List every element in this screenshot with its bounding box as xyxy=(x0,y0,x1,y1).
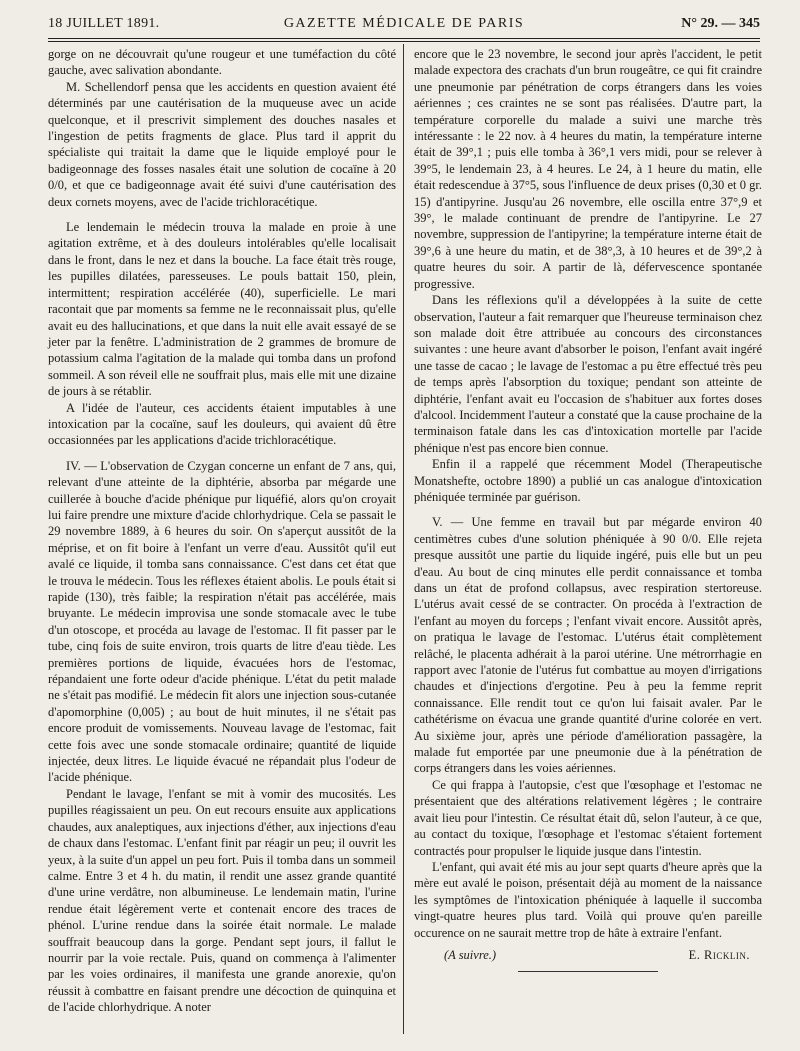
section-v-paragraph: V. — Une femme en travail but par mégarde environ 40 centimètres cubes d'une solution phéniquée à 90 0/0. Elle rejeta presque aussitôt une partie du liquide ingéré, puis elle but un peu d'eau. Au bout de cinq minutes elle perdit connaissance et tomba dans un état de profond collapsus, avec respiration stertoreuse. L'utérus avait cessé de se contracter. On procéda à l'extraction de l'enfant au moyen du forceps ; l'enfant vivait encore. Aussitôt après, on pratiqua le lavage de l'estomac. L'utérus était complètement relâché, le placenta adhérait à la paroi utérine. Une métrorrhagie en rapport avec l'atonie de l'utérus fut combattue au moyen d'irrigations chaudes et d'injections d'ergotine. Peu à peu la femme reprit connaissance. Elle rendit tout ce qu'on lui faisait avaler. Par le cathétérisme on évacua une grande quantité d'urine colorée en vert. Au sixième jour, après une période d'amélioration passagère, la malade fut emportée par une pneumonie due à la pénétration de corps étrangers dans les voies aériennes. xyxy=(414,515,762,776)
paragraph: M. Schellendorf pensa que les accidents en question avaient été déterminés par une cautérisation de la muqueuse avec un acide quelconque, et il prescrivit simplement des douches nasales et l'ingestion de petits fragments de glace. Plus tard il apprit du spécialiste qui traitait la dame que le liquide employé pour le badigeonnage des fosses nasales était une solution de cocaïne à 20 0/0, et que ce badigeonnage avait été suivi d'une cautérisation des deux cornets moyens, avec de l'acide trichloracétique. xyxy=(48,79,396,209)
journal-title: GAZETTE MÉDICALE DE PARIS xyxy=(283,16,525,31)
left-column xyxy=(48,46,396,1016)
to-be-continued: (A suivre.) xyxy=(444,947,497,962)
header-date: 18 JUILLET 1891. xyxy=(48,16,160,31)
right-column xyxy=(414,46,762,972)
paragraph: A l'idée de l'auteur, ces accidents étaient imputables à une intoxication par la cocaïne, sauf les douleurs, qui avaient dû être occasionnées par les applications d'acide trichloracétique. xyxy=(48,400,396,448)
paragraph: Ce qui frappa à l'autopsie, c'est que l'œsophage et l'estomac ne présentaient que des altérations relativement légères ; le contraire avait lieu pour l'intestin. Ce résultat était dû, selon l'auteur, à ce que, au contact du toxique, l'œsophage et l'estomac s'étaient fortement contractés pour propulser le liquide jusque dans l'intestin. xyxy=(414,777,762,858)
paragraph: encore que le 23 novembre, le second jour après l'accident, le petit malade expectora des crachats d'un brun rougeâtre, ce qui fit craindre une pneumonie par pénétration de corps étrangers dans les voies aériennes ; ces craintes ne se sont pas réalisées. D'autre part, la température corporelle du malade a suivi une marche très intéressante : le 22 nov. à 4 heures du matin, la température interne était de 39°,1 ; puis elle tomba à 36°,1 vers midi, pour se relever à 39°5, le lendemain 23, à 4 heures. Le 24, à 1 heure du matin, elle était redescendue à 37°5, sous l'influence de deux prises (0,30 et 0 gr. 15) d'antipyrine. Jusqu'au 26 novembre, elle oscilla entre 37°,9 et 39°, le malade continuant de prendre de l'antipyrine. Le 27 novembre, suppression de l'antipyrine; la température interne était de 39°,6 à une heure du matin, et de 38°,3, à 10 heures et de 39°,2 à quatre heures du soir. A partir de là, défervescence spontanée progressive. xyxy=(414,47,762,291)
signature-line xyxy=(414,947,762,963)
header-rule xyxy=(48,38,760,42)
running-header xyxy=(48,14,760,36)
paragraph: Le lendemain le médecin trouva la malade en proie à une agitation extrême, et à des douleurs intolérables qu'elle localisait dans le front, dans le nez et dans la bouche. La face était très rouge, les pupilles dilatées, paresseuses. Le pouls battait 150, plein, intermittent; respiration accélérée (40), superficielle. Le mari racontait que par moments sa femme ne le reconnaissait plus, qu'elle avait eu des hallucinations, et que dans la nuit elle avait essayé de se jeter par la fenêtre. L'administration de 2 grammes de bromure de potassium calma l'agitation de la malade qui tomba dans un profond sommeil. A son réveil elle ne souffrait plus, mais elle mit une dizaine de jours à se rétablir. xyxy=(48,220,396,399)
section-iv-paragraph: IV. — L'observation de Czygan concerne un enfant de 7 ans, qui, relevant d'une atteinte de la diphtérie, absorba par mégarde une cuillerée à bouche d'acide phénique pur liquéfié, alors qu'on croyait lui faire prendre une mixture d'acide chlorhydrique. Cela se passait le 29 novembre 1889, à 6 heures du soir. On s'aperçut aussitôt de la méprise, et on fit boire à l'enfant un verre d'eau. Aussitôt qu'il eut avalé ce liquide, il tomba sans connaissance. C'est dans cet état que le trouva le médecin. Tous les réflexes étaient abolis. Le pouls était si rapide (130), très faible; la respiration n'était pas accélérée, mais bruyante. Le médecin improvisa une sonde stomacale avec le tube d'un otoscope, et procéda au lavage de l'estomac. Il fit passer par le tube, cinq fois de suite environ, trois quarts de litre d'eau tiède. Les premières portions de liquide, évacuées hors de l'estomac, répandaient une forte odeur d'acide phénique. L'état du petit malade ne s'était pas modifié. Le médecin fit alors une injection sous-cutanée d'apomorphine (0,005) ; au bout de huit minutes, il ne s'était pas encore produit de vomissements. Nouveau lavage de l'estomac, fait cette fois avec une sonde stomacale ordinaire; quantité de liquide injectée, deux litres. Le liquide évacué ne répandait plus l'odeur de l'acide phénique. xyxy=(48,458,396,785)
paragraph: Pendant le lavage, l'enfant se mit à vomir des mucosités. Les pupilles réagissaient un peu. On eut recours ensuite aux applications chaudes, aux analeptiques, aux injections d'éther, aux injections d'eau de chaux dans l'estomac. L'enfant finit par réagir un peu; il ouvrit les yeux, à la suite d'un appel un peu fort. Puis il tomba dans un sommeil calme. Entre 3 et 4 h. du matin, il rendit une assez grande quantité d'une urine verdâtre, non albumineuse. Le lendemain matin, l'urine rendue était légèrement verte et contenait encore des traces de phénol. L'urine rendue dans la soirée était normale. Le malade souffrait beaucoup dans la gorge. Pendant sept jours, il fallut le nourrir par la voie rectale. Puis, quand on commença à l'alimenter par les voies ordinaires, il manifesta une grande anorexie, qu'on réussit à combattre en faisant prendre une décoction de quinquina et de l'acide chlorhydrique. A noter xyxy=(48,786,396,1015)
end-rule xyxy=(518,971,658,972)
paragraph: Dans les réflexions qu'il a développées à la suite de cette observation, l'auteur a fait remarquer que l'heureuse terminaison chez son malade doit être attribuée au concours des circonstances suivantes : une heure avant d'absorber le poison, l'enfant avait ingéré une tasse de cacao ; le lavage de l'estomac a pu être effectué très peu de temps après l'absorption du toxique; pendant son atteinte de diphtérie, l'enfant avait eu l'occasion de s'habituer aux fortes doses d'alcool. Incidemment l'auteur a constaté que la cause prochaine de la terminaison fatale dans les cas d'intoxication mortelle par l'acide phénique n'est pas encore bien connue. xyxy=(414,293,762,455)
paragraph: Enfin il a rappelé que récemment Model (Therapeutische Monatshefte, octobre 1890) a publié un cas analogue d'intoxication phéniquée terminée par guérison. xyxy=(414,457,762,504)
issue-page-number: N° 29. — 345 xyxy=(681,16,760,31)
author-name: E. Ricklin. xyxy=(688,947,750,962)
paragraph: L'enfant, qui avait été mis au jour sept quarts d'heure après que la mère eut avalé le poison, présentait déjà au moment de la naissance les symptômes de l'intoxication phéniquée à laquelle il succomba vingt-quatre heures plus tard. Voilà qui prouve qu'en pareille occurence on ne saurait mettre trop de hâte à extraire l'enfant. xyxy=(414,859,762,940)
paragraph: gorge on ne découvrait qu'une rougeur et une tuméfaction du côté gauche, avec salivation abondante. xyxy=(48,47,396,78)
column-divider xyxy=(403,44,404,1034)
